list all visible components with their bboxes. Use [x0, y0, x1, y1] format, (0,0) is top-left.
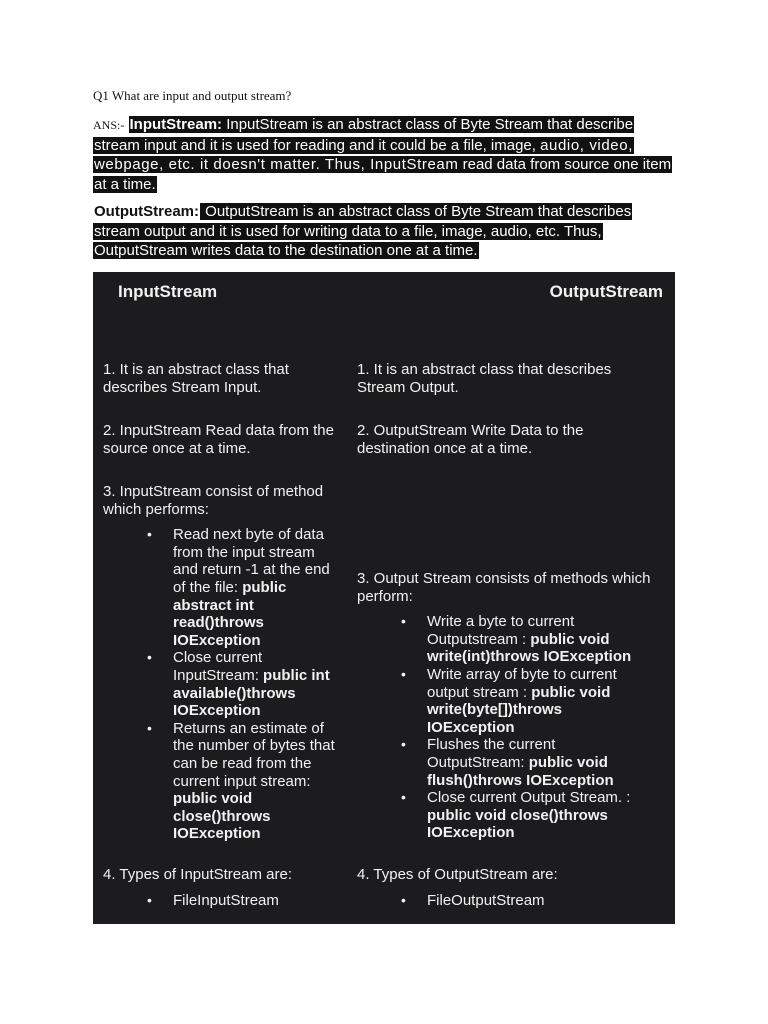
output-point-1: 1. It is an abstract class that describes Stream Output. — [357, 361, 612, 396]
list-item: • Close current Output Stream. : public void close()throws IOException — [401, 789, 631, 842]
output-types-list — [357, 892, 657, 910]
comparison-table — [93, 272, 675, 924]
input-point-3 — [103, 483, 339, 843]
input-point-1: 1. It is an abstract class that describes Stream Input. — [103, 361, 289, 396]
input-types-list — [103, 892, 339, 910]
input-point-3-label: 3. InputStream consist of method which performs: — [103, 483, 324, 518]
answer-label: ANS:- — [93, 118, 125, 132]
output-methods-list — [357, 613, 657, 842]
list-item: • Flushes the current OutputStream: public void flush()throws IOException — [401, 736, 614, 789]
list-item: • FileInputStream — [147, 891, 279, 909]
list-item: • Read next byte of data from the input stream and return -1 at the end of the file: public abstract int read()throws IOException — [147, 526, 330, 649]
input-methods-list — [103, 526, 339, 843]
bullet-icon: • — [147, 526, 152, 543]
output-point-3 — [357, 570, 657, 842]
outputstream-text: OutputStream is an abstract class of Byte Stream that describes stream output and it is used for writing data to a file, image, audio, etc. Thus, OutputStream writes data to the destination one at a time. — [94, 203, 632, 260]
question-heading: Q1 What are input and output stream? — [93, 88, 292, 103]
bullet-icon: • — [401, 665, 406, 682]
inputstream-term: InputStream: — [129, 116, 223, 133]
bullet-icon: • — [401, 736, 406, 753]
header-inputstream: InputStream — [118, 282, 218, 301]
inputstream-text-b: audio, video, webpage, etc. it doesn't matter. Thus, InputStream — [94, 136, 633, 174]
bullet-icon: • — [147, 891, 152, 908]
bullet-icon: • — [147, 719, 152, 736]
output-point-4-label: 4. Types of OutputStream are: — [357, 866, 558, 883]
list-item: • Close current InputStream: public int available()throws IOException — [147, 649, 330, 720]
input-point-2: 2. InputStream Read data from the source once at a time. — [103, 422, 334, 457]
input-point-4-label: 4. Types of InputStream are: — [103, 866, 292, 883]
output-point-3-label: 3. Output Stream consists of methods which perform: — [357, 570, 651, 605]
inputstream-text-a: InputStream is an abstract class of Byte Stream that describe stream input and it is used for reading and it could be a file, image, — [94, 116, 634, 154]
inputstream-text-c: read data from source one item at a time. — [94, 156, 672, 193]
bullet-icon: • — [401, 789, 406, 806]
bullet-icon: • — [401, 891, 406, 908]
list-item: • Write array of byte to current output stream : public void write(byte[])throws IOException — [401, 665, 617, 736]
inputstream-paragraph — [93, 115, 675, 194]
output-point-2: 2. OutputStream Write Data to the destination once at a time. — [357, 422, 584, 457]
list-item: • FileOutputStream — [401, 891, 545, 909]
outputstream-paragraph — [93, 202, 675, 261]
bullet-icon: • — [401, 613, 406, 630]
list-item: • Write a byte to current Outputstream : public void write(int)throws IOException — [401, 613, 632, 666]
outputstream-term: OutputStream: — [94, 203, 199, 220]
list-item: • Returns an estimate of the number of bytes that can be read from the current input stream: public void close()throws IOException — [147, 719, 335, 843]
output-point-4 — [357, 866, 657, 909]
header-outputstream: OutputStream — [549, 282, 663, 301]
input-point-4 — [103, 866, 339, 909]
bullet-icon: • — [147, 649, 152, 666]
